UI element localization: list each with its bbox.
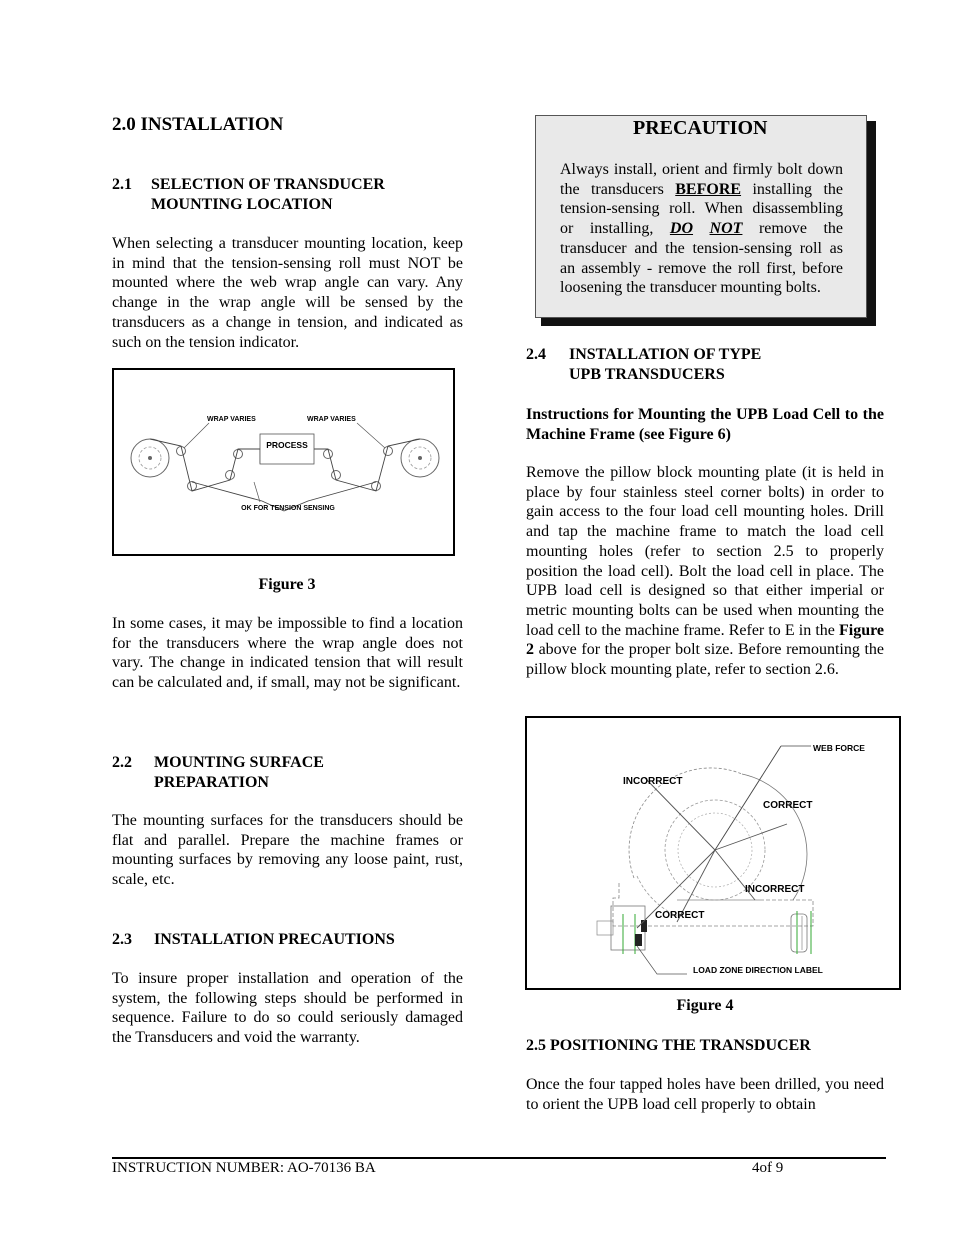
web-path-drawing	[114, 370, 457, 558]
section-title-line1: INSTALLATION OF TYPE	[569, 346, 762, 363]
paragraph-part1: Remove the pillow block mounting plate (it is held in place by four stainless steel corner bolts) in order to gain access to the four load cell mounting holes. Drill and tap the machine frame to match the load cell mounting holes (refer to section 2.5 to properly position the load cell). Bolt the load cell in place. The UPB load cell is designed so that either imperial or metric mounting bolts can be used when mounting the load cell to the machine frame. Refer to E in the	[526, 464, 884, 639]
label-incorrect-top: INCORRECT	[623, 776, 683, 787]
section-title: INSTALLATION PRECAUTIONS	[154, 931, 395, 948]
paragraph-wrap-angle: In some cases, it may be impossible to find a location for the transducers where the wrap angle does not vary. The change in indicated tension that will result can be calculated and, if small, may not be significant.	[112, 615, 463, 692]
precaution-text-part2: installing the tension-sensing roll. When disassembling or installing,	[560, 180, 843, 238]
paragraph-precautions: To insure proper installation and operation of the system, the following steps should be performed in sequence. Failure to do so could seriously damaged the Transducers and void the warranty.	[112, 970, 463, 1047]
paragraph-mounting-load-cell	[526, 463, 884, 680]
figure-3-caption: Figure 3	[258, 576, 316, 593]
figure-2-reference: Figure 2	[526, 621, 884, 659]
section-title-line1: MOUNTING SURFACE	[154, 754, 324, 771]
emphasis-do: DO	[669, 220, 694, 238]
section-number: 2.3	[112, 931, 132, 948]
section-title-line1: SELECTION OF TRANSDUCER	[151, 176, 385, 193]
label-web-force: WEB FORCE	[813, 743, 865, 753]
footer-instruction-number: INSTRUCTION NUMBER: AO-70136 BA	[112, 1160, 376, 1176]
figure-4-load-cell-orientation-diagram	[525, 716, 901, 990]
section-heading-installation: 2.0 INSTALLATION	[112, 114, 284, 135]
section-heading-2-2	[112, 753, 472, 793]
figure-4-caption: Figure 4	[676, 997, 734, 1014]
label-wrap-varies-right: WRAP VARIES	[307, 416, 356, 423]
section-number: 2.2	[112, 754, 132, 771]
section-title-line2: UPB TRANSDUCERS	[569, 366, 725, 383]
section-heading-2-5: 2.5 POSITIONING THE TRANSDUCER	[526, 1037, 811, 1054]
precaution-text-part1: Always install, orient and firmly bolt down the transducers	[560, 161, 843, 198]
section-heading-2-4	[526, 345, 886, 385]
label-incorrect-middle: INCORRECT	[745, 884, 805, 895]
instructions-heading: Instructions for Mounting the UPB Load Cell to the Machine Frame (see Figure 6)	[526, 406, 884, 443]
label-process: PROCESS	[266, 440, 308, 450]
label-wrap-varies-left: WRAP VARIES	[207, 416, 256, 423]
precaution-text-part3: remove the transducer and the tension-sensing roll as an assembly - remove the roll first, before loosening the transducer mounting bolts.	[560, 220, 843, 297]
precaution-box	[535, 115, 867, 318]
label-correct-top: CORRECT	[763, 800, 813, 811]
paragraph-part2: above for the proper bolt size. Before remounting the pillow block mounting plate, refer to section 2.6.	[526, 641, 884, 679]
section-heading-2-3	[112, 930, 472, 950]
emphasis-not: NOT	[709, 220, 743, 238]
precaution-title: PRECAUTION	[633, 117, 768, 139]
paragraph-selection: When selecting a transducer mounting location, keep in mind that the tension-sensing roll must NOT be mounted where the web wrap angle can vary. Any change in the wrap angle will be sensed by the transducers as a change in tension, and indicated as such on the tension indicator.	[112, 235, 463, 351]
label-load-zone-direction: LOAD ZONE DIRECTION LABEL	[693, 965, 823, 975]
emphasis-before: BEFORE	[675, 180, 742, 198]
paragraph-mounting-surface: The mounting surfaces for the transducers should be flat and parallel. Prepare the machine frames or mounting surfaces by removing any loose paint, rust, scale, etc.	[112, 812, 463, 889]
label-ok-tension-sensing: OK FOR TENSION SENSING	[241, 505, 335, 512]
footer-page-number: 4of 9	[752, 1160, 784, 1176]
paragraph-positioning: Once the four tapped holes have been drilled, you need to orient the UPB load cell properly to obtain	[526, 1076, 884, 1113]
precaution-text	[560, 160, 843, 298]
section-number: 2.1	[112, 176, 132, 193]
figure-3-web-path-diagram	[112, 368, 455, 556]
label-correct-bottom: CORRECT	[655, 910, 705, 921]
orientation-drawing	[527, 718, 903, 992]
section-title-line2: PREPARATION	[154, 774, 269, 791]
section-number: 2.4	[526, 346, 546, 363]
footer-rule	[112, 1157, 886, 1159]
section-title-line2: MOUNTING LOCATION	[151, 196, 333, 213]
section-heading-2-1	[112, 175, 472, 215]
